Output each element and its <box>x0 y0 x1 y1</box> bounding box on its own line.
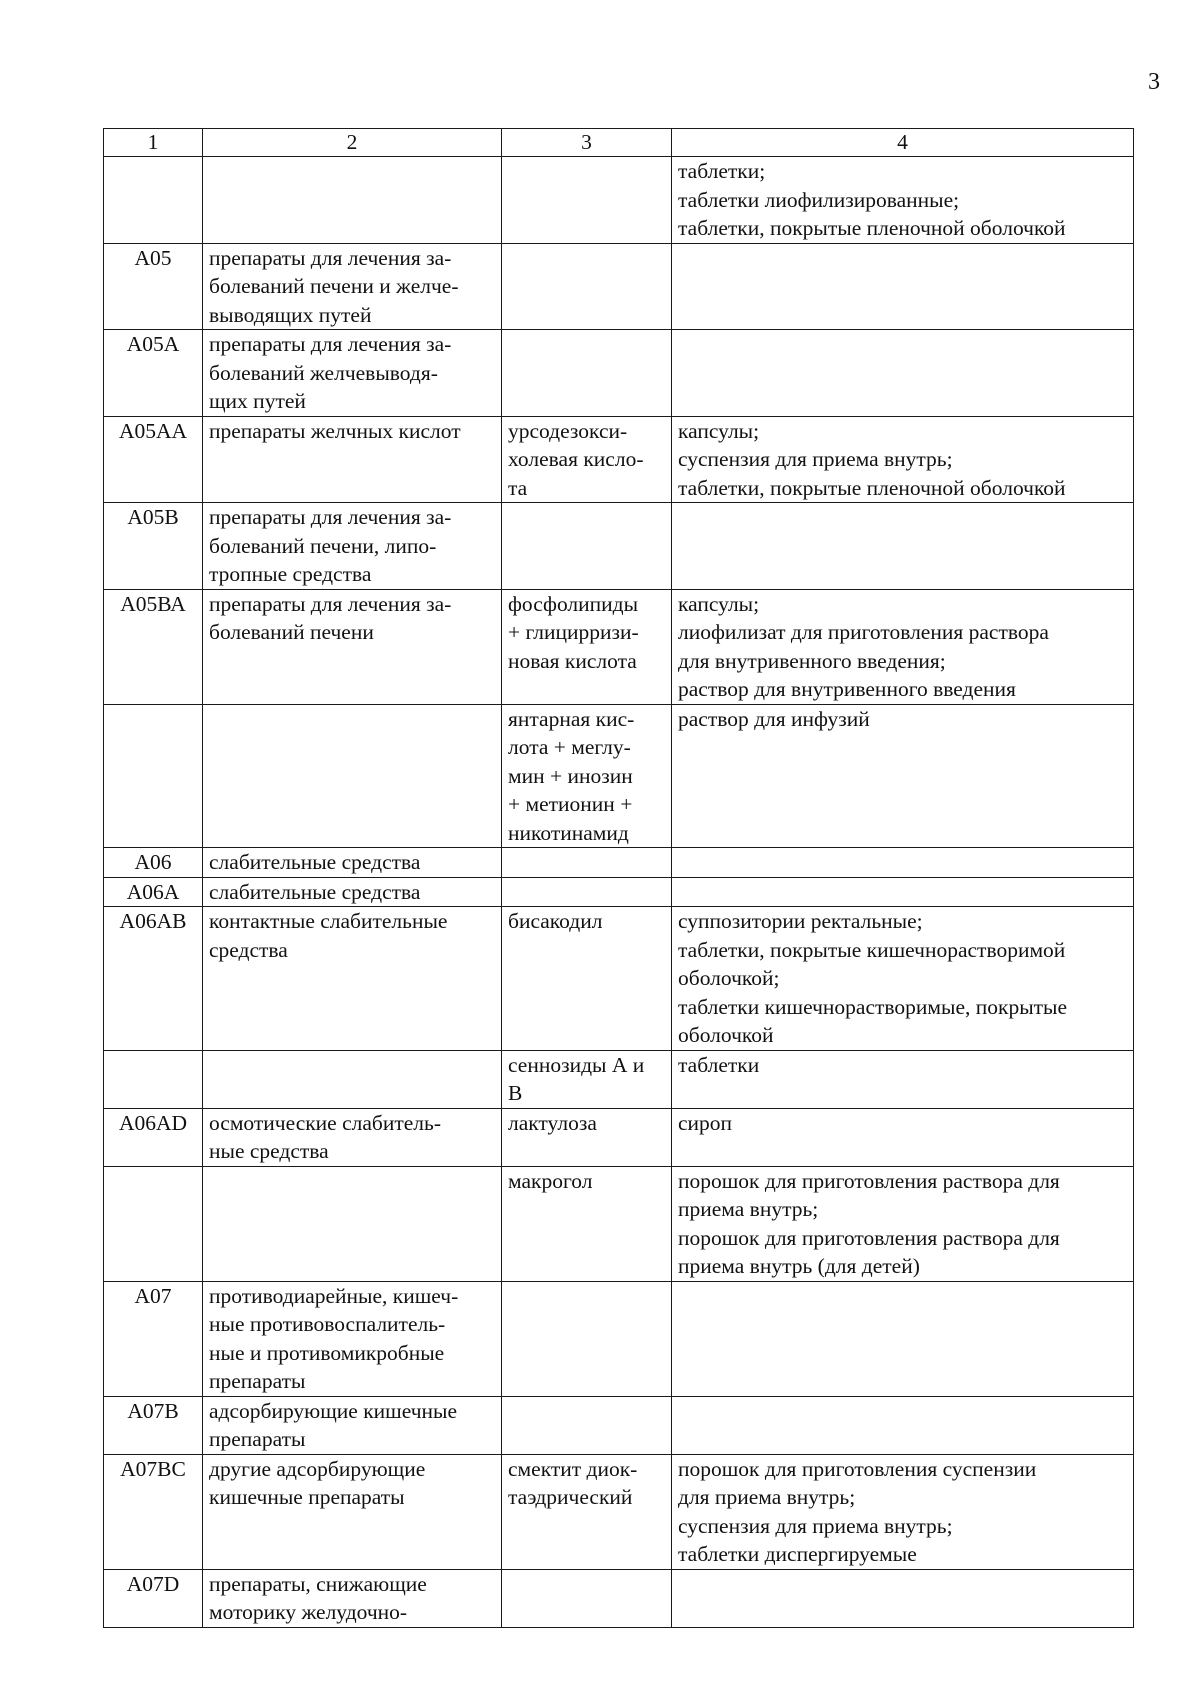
cell-dosage-forms <box>672 1569 1134 1627</box>
cell-dosage-forms <box>672 1281 1134 1396</box>
cell-atc-code: А07ВС <box>104 1454 203 1569</box>
table-row <box>104 243 1134 330</box>
cell-substance <box>502 1396 672 1454</box>
cell-atc-code <box>104 1166 203 1281</box>
cell-substance <box>502 330 672 417</box>
table-row <box>104 589 1134 704</box>
cell-pharmacological-group: адсорбирующие кишечные препараты <box>203 1396 502 1454</box>
cell-atc-code: А07D <box>104 1569 203 1627</box>
table-row <box>104 907 1134 1051</box>
cell-substance <box>502 1569 672 1627</box>
cell-atc-code <box>104 157 203 244</box>
cell-dosage-forms <box>672 503 1134 590</box>
cell-dosage-forms: суппозитории ректальные; таблетки, покрытые кишечнорастворимой оболочкой; таблетки кишечнорастворимые, покрытые оболочкой <box>672 907 1134 1051</box>
cell-atc-code: А05В <box>104 503 203 590</box>
cell-pharmacological-group: осмотические слабитель- ные средства <box>203 1108 502 1166</box>
cell-pharmacological-group <box>203 157 502 244</box>
table-row <box>104 503 1134 590</box>
cell-pharmacological-group <box>203 1050 502 1108</box>
cell-dosage-forms: порошок для приготовления раствора для приема внутрь; порошок для приготовления раствора для приема внутрь (для детей) <box>672 1166 1134 1281</box>
cell-substance <box>502 503 672 590</box>
cell-pharmacological-group <box>203 704 502 848</box>
cell-dosage-forms <box>672 848 1134 878</box>
cell-pharmacological-group: препараты желчных кислот <box>203 416 502 503</box>
cell-substance: урсодезокси- холевая кисло- та <box>502 416 672 503</box>
cell-substance: бисакодил <box>502 907 672 1051</box>
column-header-code: 1 <box>104 129 203 157</box>
table-row <box>104 704 1134 848</box>
cell-substance: фосфолипиды + глицирризи- новая кислота <box>502 589 672 704</box>
cell-pharmacological-group: препараты, снижающие моторику желудочно- <box>203 1569 502 1627</box>
cell-pharmacological-group: препараты для лечения за- болеваний печени и желче- выводящих путей <box>203 243 502 330</box>
cell-pharmacological-group: контактные слабительные средства <box>203 907 502 1051</box>
cell-pharmacological-group <box>203 1166 502 1281</box>
column-header-substance: 3 <box>502 129 672 157</box>
cell-atc-code: А07В <box>104 1396 203 1454</box>
cell-substance <box>502 877 672 907</box>
table-row <box>104 848 1134 878</box>
table-row <box>104 330 1134 417</box>
cell-substance: смектит диок- таэдрический <box>502 1454 672 1569</box>
cell-atc-code: А05АА <box>104 416 203 503</box>
cell-substance <box>502 243 672 330</box>
cell-pharmacological-group: препараты для лечения за- болеваний желчевыводя- щих путей <box>203 330 502 417</box>
page-number: 3 <box>1148 69 1160 95</box>
table-row <box>104 1166 1134 1281</box>
cell-substance <box>502 157 672 244</box>
cell-dosage-forms <box>672 330 1134 417</box>
cell-substance: макрогол <box>502 1166 672 1281</box>
cell-dosage-forms: таблетки; таблетки лиофилизированные; таблетки, покрытые пленочной оболочкой <box>672 157 1134 244</box>
column-header-forms: 4 <box>672 129 1134 157</box>
cell-pharmacological-group: препараты для лечения за- болеваний печени, липо- тропные средства <box>203 503 502 590</box>
cell-dosage-forms: капсулы; суспензия для приема внутрь; таблетки, покрытые пленочной оболочкой <box>672 416 1134 503</box>
cell-atc-code <box>104 1050 203 1108</box>
cell-dosage-forms: раствор для инфузий <box>672 704 1134 848</box>
cell-substance <box>502 848 672 878</box>
cell-dosage-forms <box>672 877 1134 907</box>
cell-atc-code: А06АD <box>104 1108 203 1166</box>
cell-dosage-forms: капсулы; лиофилизат для приготовления раствора для внутривенного введения; раствор для внутривенного введения <box>672 589 1134 704</box>
cell-dosage-forms <box>672 1396 1134 1454</box>
cell-atc-code: А05А <box>104 330 203 417</box>
table-row <box>104 416 1134 503</box>
table-body <box>104 157 1134 1628</box>
cell-pharmacological-group: препараты для лечения за- болеваний печени <box>203 589 502 704</box>
cell-atc-code: А06 <box>104 848 203 878</box>
drug-table <box>103 128 1134 1628</box>
cell-atc-code: А05 <box>104 243 203 330</box>
cell-substance: лактулоза <box>502 1108 672 1166</box>
table-row <box>104 1396 1134 1454</box>
cell-dosage-forms: порошок для приготовления суспензии для приема внутрь; суспензия для приема внутрь; таблетки диспергируемые <box>672 1454 1134 1569</box>
cell-substance <box>502 1281 672 1396</box>
cell-atc-code: А06А <box>104 877 203 907</box>
table-row <box>104 1454 1134 1569</box>
cell-dosage-forms <box>672 243 1134 330</box>
table-row <box>104 157 1134 244</box>
table-row <box>104 1108 1134 1166</box>
column-header-group: 2 <box>203 129 502 157</box>
cell-dosage-forms: сироп <box>672 1108 1134 1166</box>
cell-pharmacological-group: слабительные средства <box>203 877 502 907</box>
cell-dosage-forms: таблетки <box>672 1050 1134 1108</box>
cell-pharmacological-group: слабительные средства <box>203 848 502 878</box>
table-row <box>104 1281 1134 1396</box>
cell-atc-code: А07 <box>104 1281 203 1396</box>
cell-atc-code: А05ВА <box>104 589 203 704</box>
header-row <box>104 129 1134 157</box>
cell-substance: янтарная кис- лота + меглу- мин + инозин + метионин + никотинамид <box>502 704 672 848</box>
cell-substance: сеннозиды А и В <box>502 1050 672 1108</box>
cell-pharmacological-group: противодиарейные, кишеч- ные противовоспалитель- ные и противомикробные препараты <box>203 1281 502 1396</box>
cell-atc-code: А06АВ <box>104 907 203 1051</box>
cell-atc-code <box>104 704 203 848</box>
table-row <box>104 1569 1134 1627</box>
table-row <box>104 1050 1134 1108</box>
cell-pharmacological-group: другие адсорбирующие кишечные препараты <box>203 1454 502 1569</box>
table-row <box>104 877 1134 907</box>
